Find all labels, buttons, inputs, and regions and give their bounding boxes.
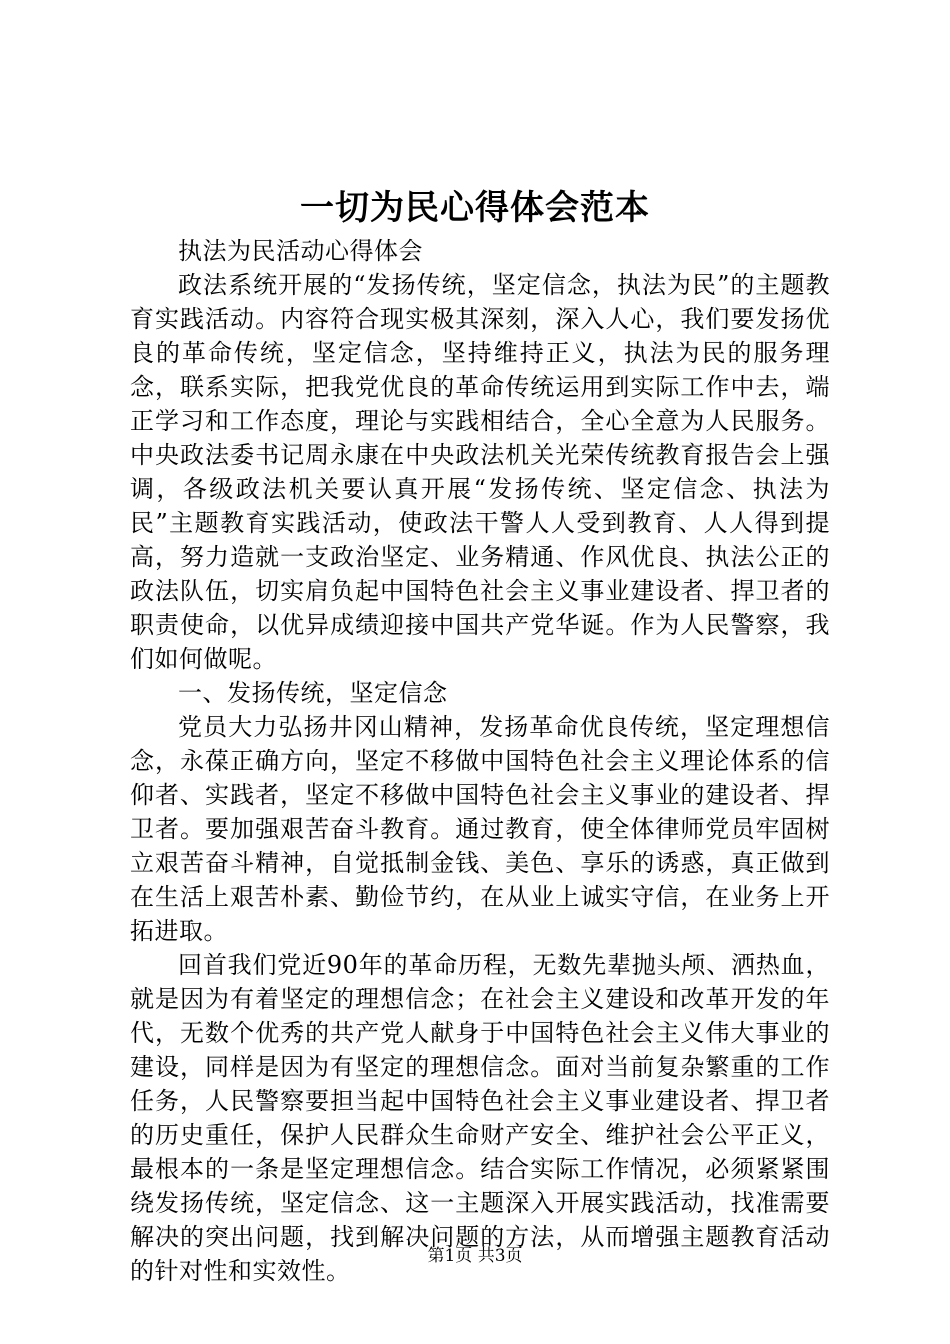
subtitle-paragraph: 执法为民活动心得体会: [178, 237, 423, 265]
page-number-footer: 第1页 共3页: [427, 1246, 523, 1266]
body-paragraph: 党员大力弘扬井冈山精神，发扬革命优良传统，坚定理想信念，永葆正确方向，坚定不移做中国特色社会主义理论体系的信仰者、实践者，坚定不移做中国特色社会主义事业的建设者、捍卫者。要加强艰苦奋斗教育。通过教育，使全体律师党员牢固树立艰苦奋斗精神，自觉抵制金钱、美色、享乐的诱惑，真正做到在生活上艰苦朴素、勤俭节约，在从业上诚实守信，在业务上开拓进取。: [130, 713, 830, 945]
section-heading: 一、发扬传统，坚定信念: [178, 679, 448, 707]
intro-paragraph: 政法系统开展的“发扬传统，坚定信念，执法为民”的主题教育实践活动。内容符合现实极其深刻，深入人心，我们要发扬优良的革命传统，坚定信念，坚持维持正义，执法为民的服务理念，联系实际，把我党优良的革命传统运用到实际工作中去，端正学习和工作态度，理论与实践相结合，全心全意为人民服务。中央政法委书记周永康在中央政法机关光荣传统教育报告会上强调，各级政法机关要认真开展“发扬传统、坚定信念、执法为民”主题教育实践活动，使政法干警人人受到教育、人人得到提高，努力造就一支政治坚定、业务精通、作风优良、执法公正的政法队伍，切实肩负起中国特色社会主义事业建设者、捍卫者的职责使命，以优异成绩迎接中国共产党华诞。作为人民警察，我们如何做呢。: [130, 271, 830, 673]
document-body: [130, 234, 830, 1288]
body-paragraph: 回首我们党近90年的革命历程，无数先辈抛头颅、洒热血，就是因为有着坚定的理想信念；在社会主义建设和改革开发的年代，无数个优秀的共产党人献身于中国特色社会主义伟大事业的建设，同样是因为有坚定的理想信念。面对当前复杂繁重的工作任务，人民警察要担当起中国特色社会主义事业建设者、捍卫者的历史重任，保护人民群众生命财产安全、维护社会公平正义，最根本的一条是坚定理想信念。结合实际工作情况，必须紧紧围绕发扬传统，坚定信念、这一主题深入开展实践活动，找准需要解决的突出问题，找到解决问题的方法，从而增强主题教育活动的针对性和实效性。: [130, 951, 830, 1285]
document-title: 一切为民心得体会范本: [300, 188, 650, 228]
